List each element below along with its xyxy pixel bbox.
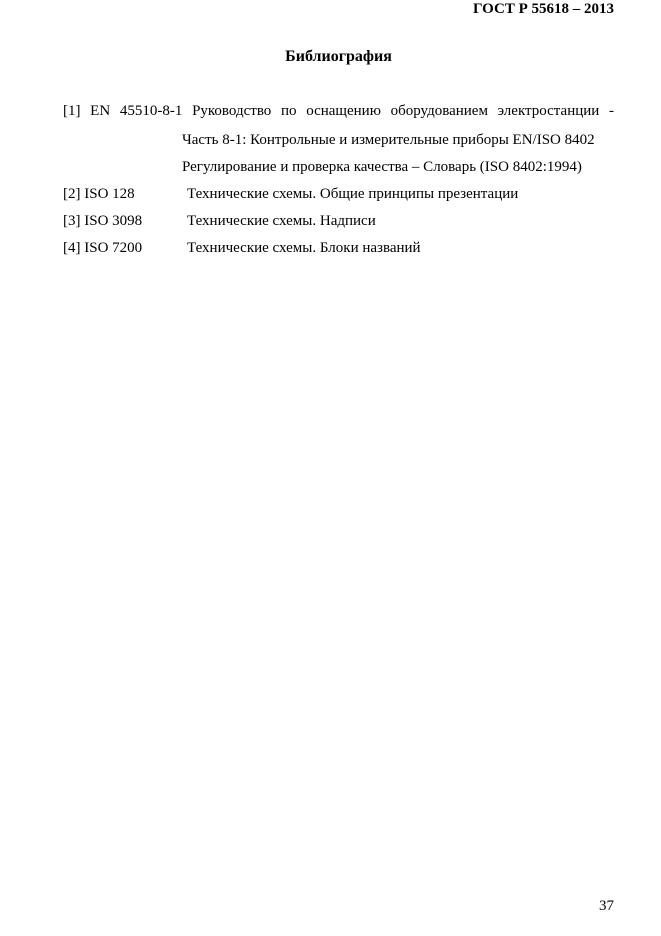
reference-id: [4] ISO 7200 bbox=[63, 240, 143, 256]
reference-id: [2] ISO 128 bbox=[63, 186, 135, 202]
page-number: 37 bbox=[599, 898, 614, 914]
reference-title-line: Регулирование и проверка качества – Словарь (ISO 8402:1994) bbox=[182, 159, 582, 175]
reference-title-line: Технические схемы. Блоки названий bbox=[187, 240, 421, 256]
reference-line-1 bbox=[63, 102, 614, 120]
reference-title-line: Технические схемы. Надписи bbox=[187, 213, 376, 229]
reference-title-line: Часть 8-1: Контрольные и измерительные приборы EN/ISO 8402 bbox=[182, 132, 595, 148]
reference-title-line: Руководство по оснащению оборудованием электростанции - bbox=[192, 103, 615, 119]
reference-id: [3] ISO 3098 bbox=[63, 213, 143, 229]
document-header: ГОСТ Р 55618 – 2013 bbox=[472, 1, 614, 17]
reference-title-line: Технические схемы. Общие принципы презентации bbox=[187, 186, 519, 202]
reference-id: [1] EN 45510-8-1 bbox=[63, 103, 183, 119]
bibliography-title: Библиография bbox=[285, 48, 392, 65]
